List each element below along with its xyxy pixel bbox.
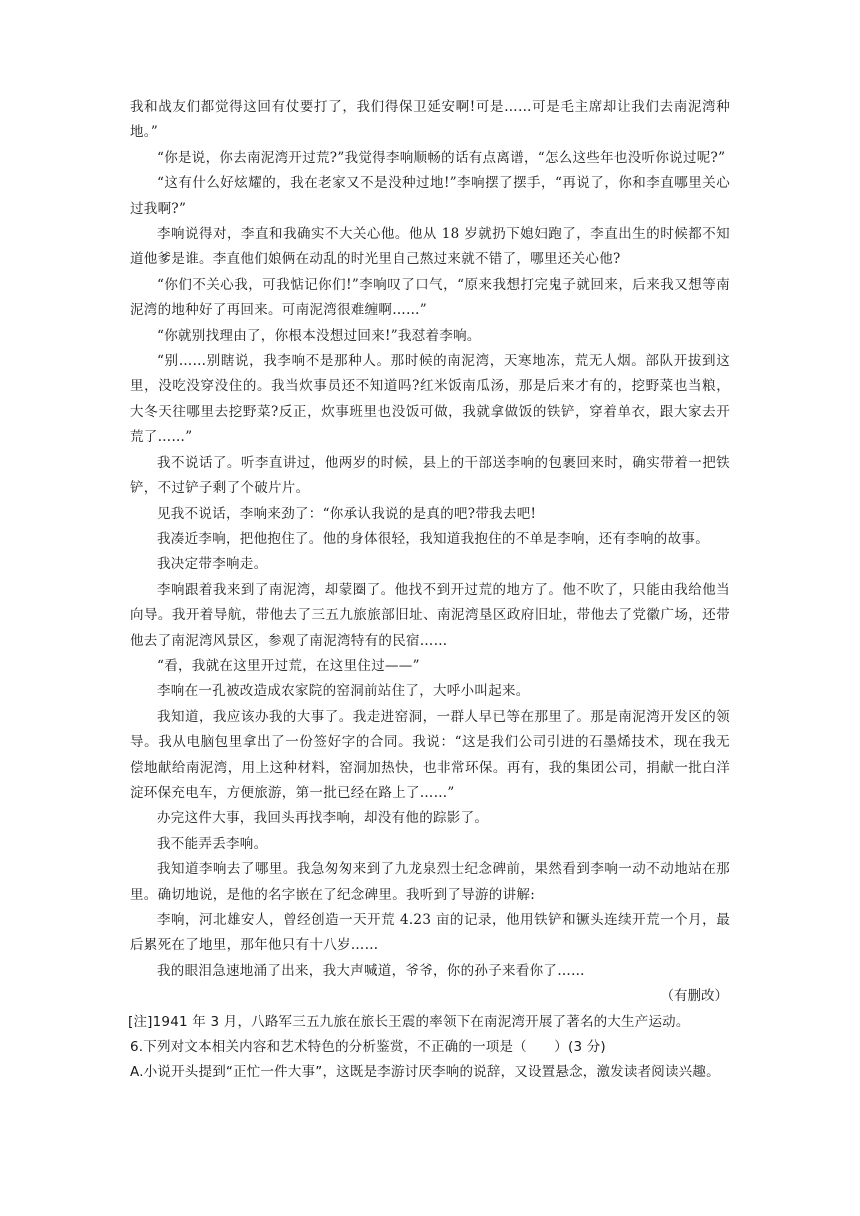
story-paragraph: 我凑近李响，把他抱住了。他的身体很轻，我知道我抱住的不单是李响，还有李响的故事。 bbox=[157, 530, 709, 547]
story-body bbox=[130, 95, 730, 984]
document-page bbox=[130, 95, 730, 1086]
story-paragraph: 李响，河北雄安人，曾经创造一天开荒 4.23 亩的记录，他用铁铲和镢头连续开荒一个月，最后累死在了地里，那年他只有十八岁…… bbox=[130, 912, 730, 954]
story-paragraph: 我的眼泪急速地涌了出来，我大声喊道，爷爷，你的孙子来看你了…… bbox=[157, 962, 585, 979]
story-paragraph: “你是说，你去南泥湾开过荒?”我觉得李响顺畅的话有点离谱，“怎么这些年也没听你说过呢?” bbox=[157, 149, 726, 166]
footnote: [注]1941 年 3 月，八路军三五九旅在旅长王震的率领下在南泥湾开展了著名的大生产运动。 bbox=[128, 1013, 690, 1030]
story-paragraph: 我决定带李响走。 bbox=[157, 556, 268, 573]
story-paragraph: 我知道李响去了哪里。我急匆匆来到了九龙泉烈士纪念碑前，果然看到李响一动不动地站在那里。确切地说，是他的名字嵌在了纪念碑里。我听到了导游的讲解: bbox=[130, 861, 730, 903]
story-paragraph: 李响跟着我来到了南泥湾，却蒙圈了。他找不到开过荒的地方了。他不吹了，只能由我给他当向导。我开着导航，带他去了三五九旅旅部旧址、南泥湾垦区政府旧址，带他去了党徽广场，还带他去了南泥湾风景区，参观了南泥湾特有的民宿…… bbox=[130, 581, 730, 649]
story-paragraph: “你们不关心我，可我惦记你们!”李响叹了口气，“原来我想打完鬼子就回来，后来我又想等南泥湾的地种好了再回来。可南泥湾很难缠啊……” bbox=[130, 276, 730, 319]
story-paragraph: “别……别瞎说，我李响不是那种人。那时候的南泥湾，天寒地冻，荒无人烟。部队开拔到这里，没吃没穿没住的。我当炊事员还不知道吗?红米饭南瓜汤，那是后来才有的，挖野菜也当粮，大冬天往哪里去挖野菜?反正，炊事班里也没饭可做，我就拿做饭的铁铲，穿着单衣，跟大家去开荒了……” bbox=[130, 353, 730, 446]
story-paragraph: 我和战友们都觉得这回有仗要打了，我们得保卫延安啊!可是……可是毛主席却让我们去南泥湾种地。” bbox=[130, 99, 730, 141]
story-paragraph: 办完这件大事，我回头再找李响，却没有他的踪影了。 bbox=[157, 810, 489, 827]
source-note: （有删改） bbox=[660, 988, 728, 1005]
question-options bbox=[130, 1060, 730, 1085]
story-paragraph: 我知道，我应该办我的大事了。我走进窑洞，一群人早已等在那里了。那是南泥湾开发区的领导。我从电脑包里拿出了一份签好字的合同。我说：“这是我们公司引进的石墨烯技术，现在我无偿地献给南泥湾，用上这种材料，窑洞加热快，也非常环保。再有，我的集团公司，捐献一批白洋淀环保充电车，方便旅游，第一批已经在路上了……” bbox=[130, 708, 730, 801]
story-paragraph: 我不能弄丢李响。 bbox=[157, 835, 268, 852]
answer-option: A.小说开头提到“正忙一件大事”，这既是李游讨厌李响的说辞，又设置悬念，激发读者阅读兴趣。 bbox=[130, 1064, 720, 1081]
story-paragraph: “看，我就在这里开过荒，在这里住过——” bbox=[157, 657, 420, 674]
story-paragraph: 李响在一孔被改造成农家院的窑洞前站住了，大呼小叫起来。 bbox=[157, 683, 530, 700]
story-paragraph: 见我不说话，李响来劲了：“你承认我说的是真的吧?带我去吧! bbox=[157, 505, 537, 522]
story-paragraph: “你就别找理由了，你根本没想过回来!”我怼着李响。 bbox=[157, 327, 481, 344]
question-stem: 6.下列对文本相关内容和艺术特色的分析鉴赏，不正确的一项是（ ）(3 分) bbox=[130, 1039, 606, 1056]
story-paragraph: “这有什么好炫耀的，我在老家又不是没种过地!”李响摆了摆手，“再说了，你和李直哪里关心过我啊?” bbox=[130, 175, 730, 217]
story-paragraph: 李响说得对，李直和我确实不大关心他。他从 18 岁就扔下媳妇跑了，李直出生的时候都不知道他爹是谁。李直他们娘俩在动乱的时光里自己熬过来就不错了，哪里还关心他? bbox=[130, 226, 730, 268]
story-paragraph: 我不说话了。听李直讲过，他两岁的时候，县上的干部送李响的包裹回来时，确实带着一把铁铲，不过铲子剩了个破片片。 bbox=[130, 454, 730, 497]
